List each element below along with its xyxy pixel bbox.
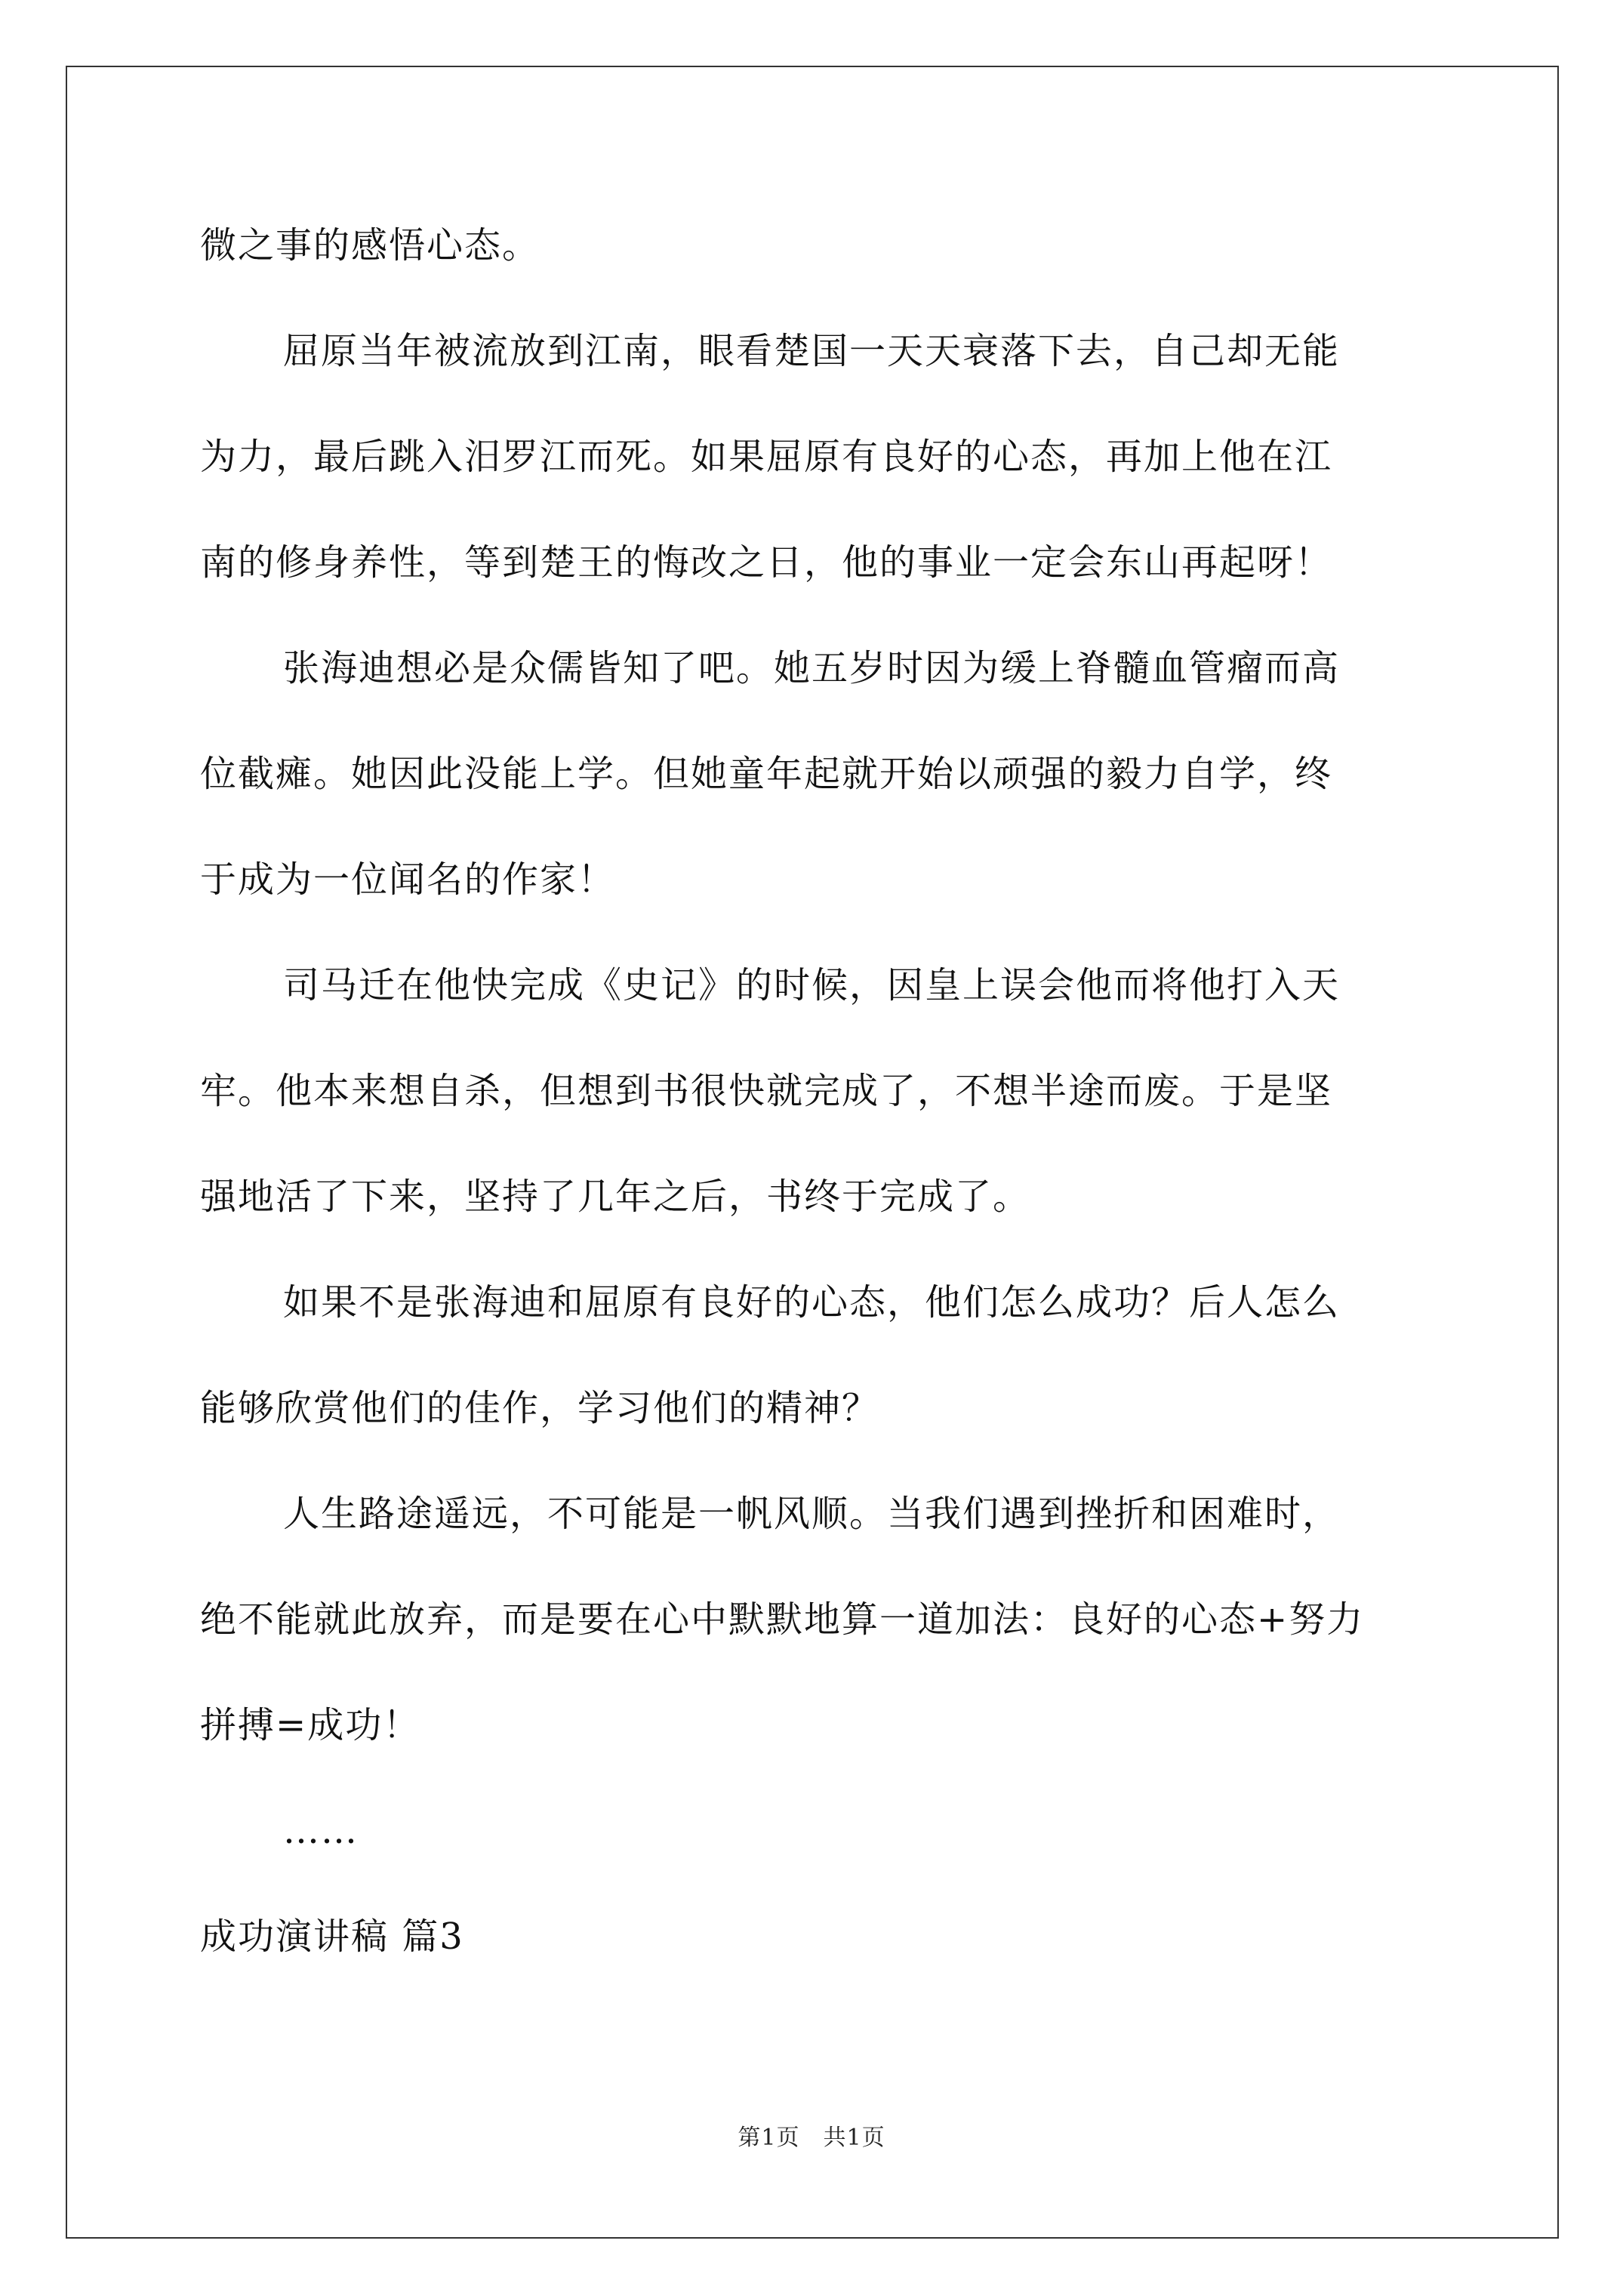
text-line: 微之事的感悟心态。 xyxy=(200,224,540,267)
text-line: 强地活了下来，坚持了几年之后，书终于完成了。 xyxy=(200,1176,1031,1218)
text-line: 屈原当年被流放到江南，眼看楚国一天天衰落下去，自己却无能 xyxy=(283,330,1341,372)
text-line: 牢。他本来想自杀，但想到书很快就完成了，不想半途而废。于是坚 xyxy=(200,1070,1333,1112)
text-line: 南的修身养性，等到楚王的悔改之日，他的事业一定会东山再起呀！ xyxy=(200,541,1333,584)
section-title: 成功演讲稿 篇3 xyxy=(200,1915,464,1958)
paragraph xyxy=(200,325,1431,589)
paragraph xyxy=(200,1487,1431,1752)
text-line: 为力，最后跳入汨罗江而死。如果屈原有良好的心态，再加上他在江 xyxy=(200,436,1333,478)
text-line: 司马迁在他快完成《史记》的时候，因皇上误会他而将他打入天 xyxy=(283,964,1341,1006)
text-line: 拼搏=成功！ xyxy=(200,1704,421,1746)
paragraph xyxy=(200,959,1431,1223)
page-number: 第1页 共1页 xyxy=(738,2125,885,2151)
document-body xyxy=(200,219,1431,1963)
text-line: 绝不能就此放弃，而是要在心中默默地算一道加法：良好的心态+努力 xyxy=(200,1598,1365,1641)
paragraph xyxy=(200,219,1431,272)
text-line: 于成为一位闻名的作家！ xyxy=(200,858,616,901)
text-line: 能够欣赏他们的佳作，学习他们的精神？ xyxy=(200,1387,880,1429)
text-line: 人生路途遥远，不可能是一帆风顺。当我们遇到挫折和困难时， xyxy=(283,1493,1341,1535)
ellipsis: …… xyxy=(283,1810,359,1852)
text-line: 张海迪想必是众儒皆知了吧。她五岁时因为缓上脊髓血管瘤而高 xyxy=(283,647,1341,689)
paragraph xyxy=(200,642,1431,906)
text-line: 如果不是张海迪和屈原有良好的心态，他们怎么成功？后人怎么 xyxy=(283,1281,1341,1324)
text-line: 位截瘫。她因此没能上学。但她童年起就开始以顽强的毅力自学，终 xyxy=(200,753,1333,795)
paragraph xyxy=(200,1276,1431,1435)
